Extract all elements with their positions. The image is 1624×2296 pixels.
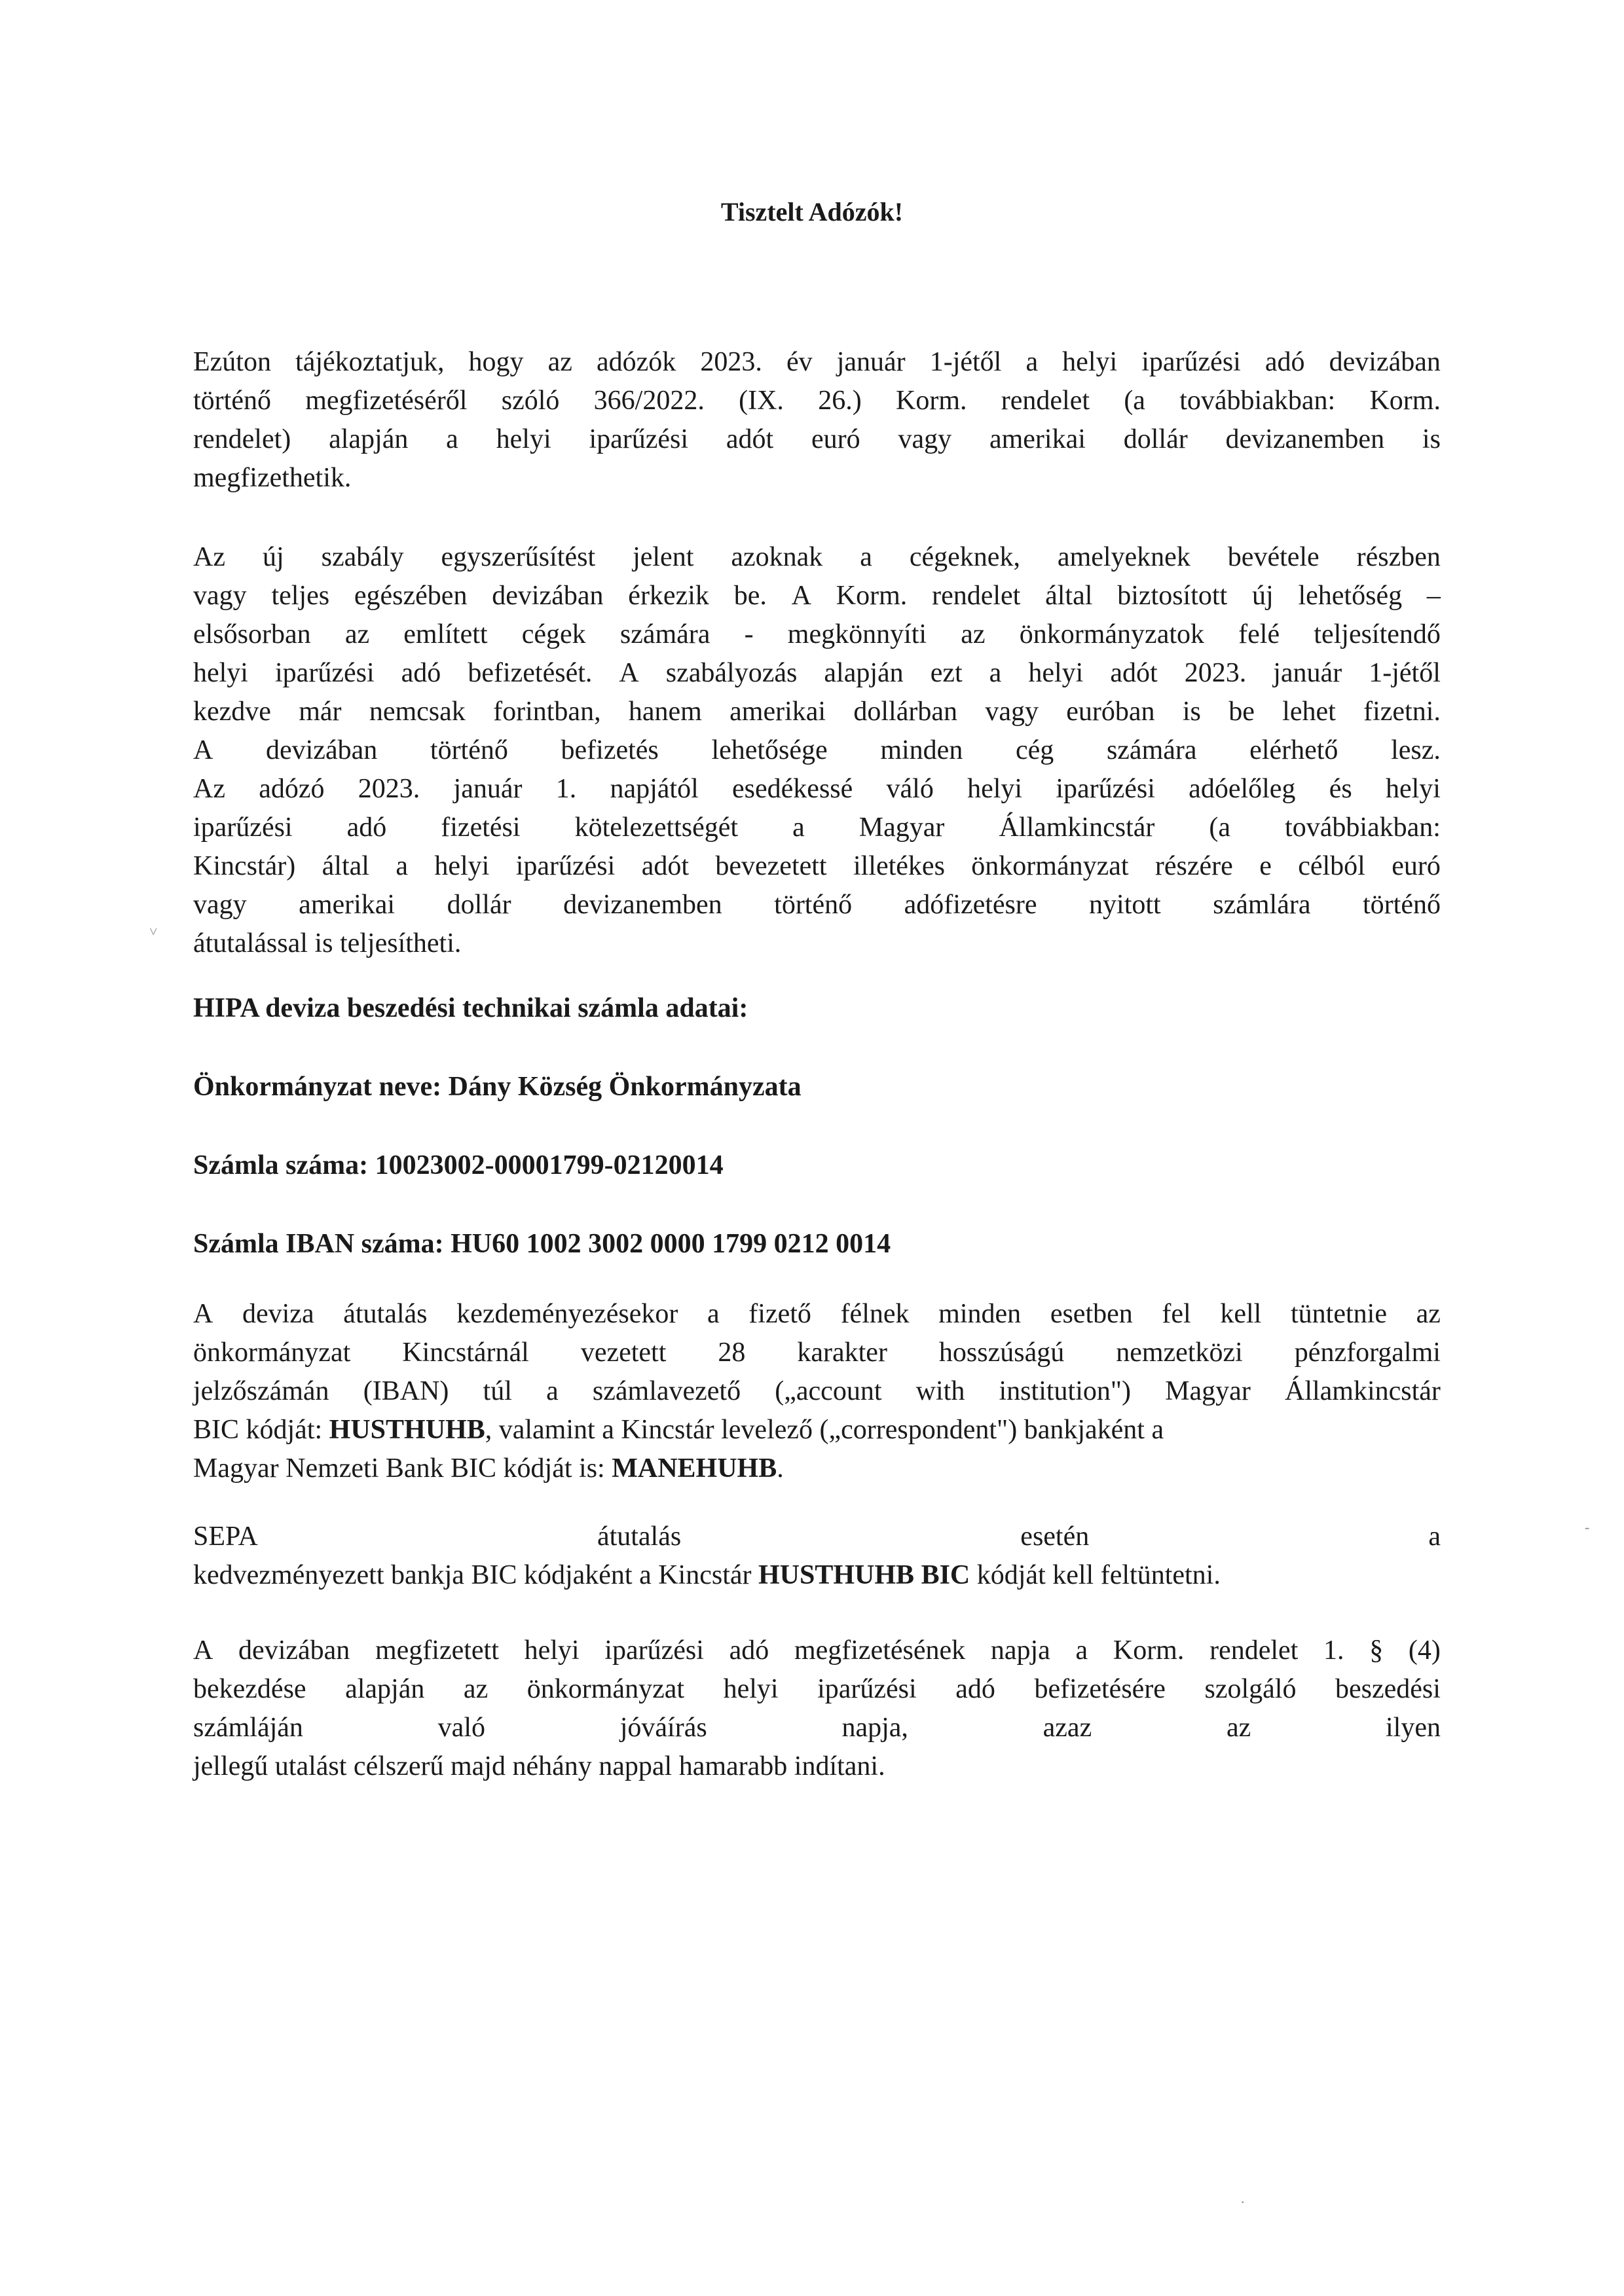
word: adót (1110, 658, 1158, 688)
word: amerikai (729, 697, 826, 727)
word: kezdeményezésekor (456, 1299, 678, 1329)
word: kötelezettségét (574, 812, 739, 843)
word: továbbiakban: (1179, 386, 1336, 416)
word: befizetés (561, 735, 659, 765)
sepa-line-1 (193, 1518, 1441, 1556)
word: esedékessé (732, 774, 853, 804)
word: esetben (1050, 1299, 1133, 1329)
word: január (453, 774, 523, 804)
word: A (193, 1299, 213, 1329)
word: adózó (259, 774, 325, 804)
word: 366/2022. (593, 386, 705, 416)
rule-line-6 (193, 731, 1441, 770)
word: által (322, 851, 369, 881)
word: ezt (930, 658, 963, 688)
payment-line-4: jellegű utalást célszerű majd néhány nappal hamarabb indítani. (193, 1751, 885, 1781)
word: év (786, 347, 813, 377)
word: karakter (797, 1338, 887, 1368)
word: devizanemben (1225, 424, 1385, 454)
transfer-line-3 (193, 1372, 1441, 1411)
word: lehetőség (1298, 581, 1403, 611)
word: adót (726, 424, 774, 454)
word: illetékes (853, 851, 945, 881)
word: történő (774, 890, 853, 920)
mnb-bic: MANEHUHB (612, 1453, 777, 1484)
payment-line-1 (193, 1631, 1441, 1670)
word: dollár (1123, 424, 1188, 454)
word-5: azaz (1043, 1713, 1092, 1743)
word: 1-jétől (929, 347, 1002, 377)
word: devizában (1329, 347, 1441, 377)
word-2: való (437, 1713, 485, 1743)
word: adó (346, 812, 387, 843)
word: a (707, 1299, 720, 1329)
word: minden (938, 1299, 1022, 1329)
word: és (1329, 774, 1352, 804)
word: adó (401, 658, 441, 688)
word-7: ilyen (1386, 1713, 1441, 1743)
payment-line-3 (193, 1709, 1441, 1747)
word: a (860, 542, 872, 572)
rule-line-7 (193, 770, 1441, 809)
word: iparűzési (275, 658, 375, 688)
word: dollárban (853, 697, 957, 727)
rule-line-5 (193, 693, 1441, 731)
word: történő (1363, 890, 1441, 920)
word: azoknak (731, 542, 823, 572)
sepa-paragraph (193, 1518, 1441, 1595)
word: be (1228, 697, 1255, 727)
word-4: napja, (841, 1713, 908, 1743)
municipality-name: Önkormányzat neve: Dány Község Önkormányzata (193, 1072, 802, 1102)
word: érkezik (628, 581, 709, 611)
word: adót (641, 851, 689, 881)
word: bevétele (1227, 542, 1320, 572)
word: túl (483, 1376, 512, 1406)
word: önkormányzat (526, 1674, 685, 1704)
word: devizában (238, 1635, 350, 1666)
word: Ezúton (193, 347, 271, 377)
word: alapján (345, 1674, 425, 1704)
word: új (1252, 581, 1274, 611)
word: adó (955, 1674, 995, 1704)
word: iparűzési (817, 1674, 917, 1704)
transfer-line-1 (193, 1295, 1441, 1334)
word: jelzőszámán (193, 1376, 329, 1406)
word: amelyeknek (1057, 542, 1190, 572)
word: történő (430, 735, 508, 765)
transfer-word: átutalás (597, 1522, 682, 1552)
payment-line-2 (193, 1670, 1441, 1709)
word: helyi (524, 1635, 580, 1666)
word: vezetett (580, 1338, 667, 1368)
word: új (262, 542, 284, 572)
word: iparűzési (604, 1635, 704, 1666)
word: Kincstár) (193, 851, 296, 881)
word: biztosított (1117, 581, 1228, 611)
transfer-paragraph (193, 1295, 1441, 1488)
word: fizetési (441, 812, 521, 843)
word: - (744, 619, 754, 649)
word: cégeknek, (909, 542, 1020, 572)
word: megfizetett (375, 1635, 499, 1666)
word: iparűzési (589, 424, 689, 454)
word: Korm. (836, 581, 908, 611)
word: fizető (748, 1299, 811, 1329)
word: szóló (501, 386, 560, 416)
word: számlára (1213, 890, 1311, 920)
word-3: jóváírás (619, 1713, 707, 1743)
word: lehet (1282, 697, 1336, 727)
word: helyi (723, 1674, 779, 1704)
word: A (193, 735, 213, 765)
word: devizanemben (563, 890, 722, 920)
word: 1. (555, 774, 577, 804)
sepa-bic: HUSTHUHB BIC (758, 1560, 970, 1590)
word: átutalás (343, 1299, 428, 1329)
word: adófizetésre (904, 890, 1037, 920)
word: történő (193, 386, 271, 416)
word: adó (1264, 347, 1305, 377)
word: elsősorban (193, 619, 311, 649)
word: vagy (193, 581, 247, 611)
word: e (1259, 851, 1272, 881)
word: tájékoztatjuk, (295, 347, 445, 377)
word: a (1025, 347, 1039, 377)
rule-line-1 (193, 538, 1441, 577)
word: 2023. (1184, 658, 1247, 688)
word: az (961, 619, 986, 649)
word: helyi (1385, 774, 1441, 804)
rule-line-11: átutalással is teljesítheti. (193, 928, 462, 958)
word: Korm. (1369, 386, 1441, 416)
word: pénzforgalmi (1294, 1338, 1441, 1368)
account-number: Számla száma: 10023002-00001799-02120014 (193, 1150, 724, 1180)
word: önkormányzatok (1019, 619, 1204, 649)
word: célból (1298, 851, 1365, 881)
word: szabály (321, 542, 404, 572)
word: 26.) (818, 386, 862, 416)
word: (a (1209, 812, 1231, 843)
word: helyi (434, 851, 490, 881)
word: Kincstárnál (402, 1338, 529, 1368)
rule-line-4 (193, 654, 1441, 693)
word: hosszúságú (938, 1338, 1065, 1368)
indicate-text: kódját kell feltüntetni. (970, 1560, 1221, 1590)
account-heading: HIPA deviza beszedési technikai számla adatai: (193, 993, 748, 1023)
article-word: a (1428, 1522, 1441, 1552)
word: számára (619, 619, 710, 649)
word: 1. (1323, 1635, 1344, 1666)
word: is (1182, 697, 1201, 727)
word: alapján (329, 424, 409, 454)
word: rendelet (1001, 386, 1090, 416)
word: Korm. (896, 386, 967, 416)
word: fizetni. (1363, 697, 1441, 727)
word: jelent (633, 542, 694, 572)
word: félnek (840, 1299, 910, 1329)
word: befizetésére (1034, 1674, 1166, 1704)
word: Államkincstár (1284, 1376, 1441, 1406)
word: Államkincstár (999, 812, 1155, 843)
word: január (836, 347, 906, 377)
word: hanem (628, 697, 702, 727)
word: minden (880, 735, 963, 765)
word: január (1273, 658, 1342, 688)
word: kezdve (193, 697, 271, 727)
sepa-word: SEPA (193, 1522, 258, 1552)
word: forintban, (493, 697, 601, 727)
rule-line-10 (193, 886, 1441, 924)
word: a (396, 851, 408, 881)
word: deviza (242, 1299, 314, 1329)
word: lesz. (1391, 735, 1441, 765)
word: megfizetéséről (305, 386, 468, 416)
word: vagy (985, 697, 1039, 727)
word: cégek (521, 619, 586, 649)
intro-paragraph (193, 343, 1441, 498)
scan-speck: . (1241, 2190, 1245, 2206)
word: dollár (447, 890, 511, 920)
rule-line-2 (193, 577, 1441, 615)
page-title: Tisztelt Adózók! (720, 197, 904, 227)
scan-speck: - (1585, 1519, 1590, 1535)
word: amerikai (299, 890, 396, 920)
rule-line-3 (193, 615, 1441, 654)
word: rendelet (1209, 1635, 1299, 1666)
rule-line-8 (193, 809, 1441, 847)
word: említett (403, 619, 488, 649)
word: egészében (354, 581, 468, 611)
word: tüntetnie (1291, 1299, 1387, 1329)
beneficiary-text: kedvezményezett bankja BIC kódjaként a Kincstár (193, 1560, 759, 1590)
word: devizában (492, 581, 604, 611)
word: a (792, 812, 805, 843)
account-iban: Számla IBAN száma: HU60 1002 3002 0000 1799 0212 0014 (193, 1229, 891, 1259)
word: iparűzési (1056, 774, 1155, 804)
word: euró (811, 424, 860, 454)
word: Magyar (1165, 1376, 1251, 1406)
word: with (915, 1376, 965, 1406)
word: 1-jétől (1369, 658, 1441, 688)
word: megfizetésének (794, 1635, 966, 1666)
word: a (1075, 1635, 1088, 1666)
word: nemcsak (369, 697, 466, 727)
word: megkönnyíti (787, 619, 927, 649)
sepa-line-2 (193, 1556, 1441, 1595)
intro-line-3 (193, 420, 1441, 459)
period: . (777, 1453, 784, 1484)
bic-label: BIC kódját: (193, 1415, 329, 1445)
word: vagy (898, 424, 952, 454)
word: euróban (1066, 697, 1155, 727)
word: Magyar (858, 812, 945, 843)
transfer-line-2 (193, 1334, 1441, 1372)
word: rendelet) (193, 424, 291, 454)
word: vagy (193, 890, 247, 920)
word: (IX. (739, 386, 784, 416)
word: befizetését. (468, 658, 593, 688)
word: váló (886, 774, 934, 804)
word: adó (729, 1635, 769, 1666)
word: rendelet (932, 581, 1021, 611)
word: teljes (271, 581, 330, 611)
word: beszedési (1335, 1674, 1441, 1704)
word: (IBAN) (363, 1376, 449, 1406)
word: is (1422, 424, 1441, 454)
word: helyi (193, 658, 248, 688)
word: amerikai (989, 424, 1086, 454)
word: helyi (496, 424, 551, 454)
intro-line-2 (193, 382, 1441, 420)
word: adóelőleg (1189, 774, 1296, 804)
word: által (1045, 581, 1093, 611)
word: a (446, 424, 458, 454)
word: szabályozás (665, 658, 798, 688)
word: cég (1015, 735, 1054, 765)
word: az (547, 347, 572, 377)
word: hogy (468, 347, 524, 377)
word: részére (1154, 851, 1233, 881)
word: helyi (1028, 658, 1084, 688)
word: devizában (266, 735, 378, 765)
word: részben (1356, 542, 1441, 572)
word: fel (1162, 1299, 1191, 1329)
word: napja (990, 1635, 1050, 1666)
word: be. (733, 581, 767, 611)
rule-line-9 (193, 847, 1441, 886)
word: A (791, 581, 811, 611)
intro-line-4: megfizethetik. (193, 463, 352, 493)
word: bevezetett (715, 851, 827, 881)
word: számlavezető (592, 1376, 741, 1406)
word: teljesítendő (1314, 619, 1441, 649)
word: helyi (967, 774, 1023, 804)
treasury-bic: HUSTHUHB (329, 1415, 485, 1445)
word: napjától (610, 774, 699, 804)
word: az (344, 619, 370, 649)
word: iparűzési (1141, 347, 1241, 377)
word-6: az (1226, 1713, 1251, 1743)
word: egyszerűsítést (441, 542, 596, 572)
word: önkormányzat (971, 851, 1129, 881)
correspondent-text: , valamint a Kincstár levelező („correspondent") bankjaként a (485, 1415, 1164, 1445)
word: A (193, 1635, 213, 1666)
word: helyi (1062, 347, 1118, 377)
word: institution") (999, 1376, 1132, 1406)
transfer-line-4 (193, 1411, 1441, 1449)
rule-paragraph (193, 538, 1441, 963)
word: iparűzési (515, 851, 616, 881)
word: az (1416, 1299, 1441, 1329)
case-word: esetén (1020, 1522, 1090, 1552)
word: elérhető (1249, 735, 1338, 765)
payment-date-paragraph (193, 1631, 1441, 1786)
word: iparűzési (193, 812, 293, 843)
word: továbbiakban: (1285, 812, 1441, 843)
word: (4) (1408, 1635, 1441, 1666)
word: számára (1106, 735, 1197, 765)
word: nemzetközi (1116, 1338, 1243, 1368)
word: Az (193, 542, 225, 572)
intro-line-1 (193, 343, 1441, 382)
word: a (989, 658, 1002, 688)
word: már (299, 697, 342, 727)
word: Az (193, 774, 225, 804)
word: kell (1220, 1299, 1262, 1329)
mnb-bic-label: Magyar Nemzeti Bank BIC kódját is: (193, 1453, 612, 1484)
word: euró (1392, 851, 1441, 881)
word: § (1369, 1635, 1384, 1666)
transfer-line-5 (193, 1449, 1441, 1488)
word: (a (1124, 386, 1145, 416)
scan-speck: ˅ (149, 923, 158, 939)
word-1: számláján (193, 1713, 303, 1743)
word: alapján (824, 658, 904, 688)
word: felé (1238, 619, 1280, 649)
word: adózók (597, 347, 676, 377)
word: – (1426, 581, 1441, 611)
word: nyitott (1089, 890, 1161, 920)
word: szolgáló (1204, 1674, 1297, 1704)
word: 2023. (700, 347, 762, 377)
word: bekezdése (193, 1674, 306, 1704)
word: 28 (718, 1338, 746, 1368)
word: az (463, 1674, 489, 1704)
word: 2023. (358, 774, 420, 804)
word: („account (775, 1376, 882, 1406)
word: önkormányzat (193, 1338, 351, 1368)
word: lehetősége (711, 735, 828, 765)
word: A (619, 658, 639, 688)
word: a (546, 1376, 559, 1406)
word: Korm. (1113, 1635, 1185, 1666)
